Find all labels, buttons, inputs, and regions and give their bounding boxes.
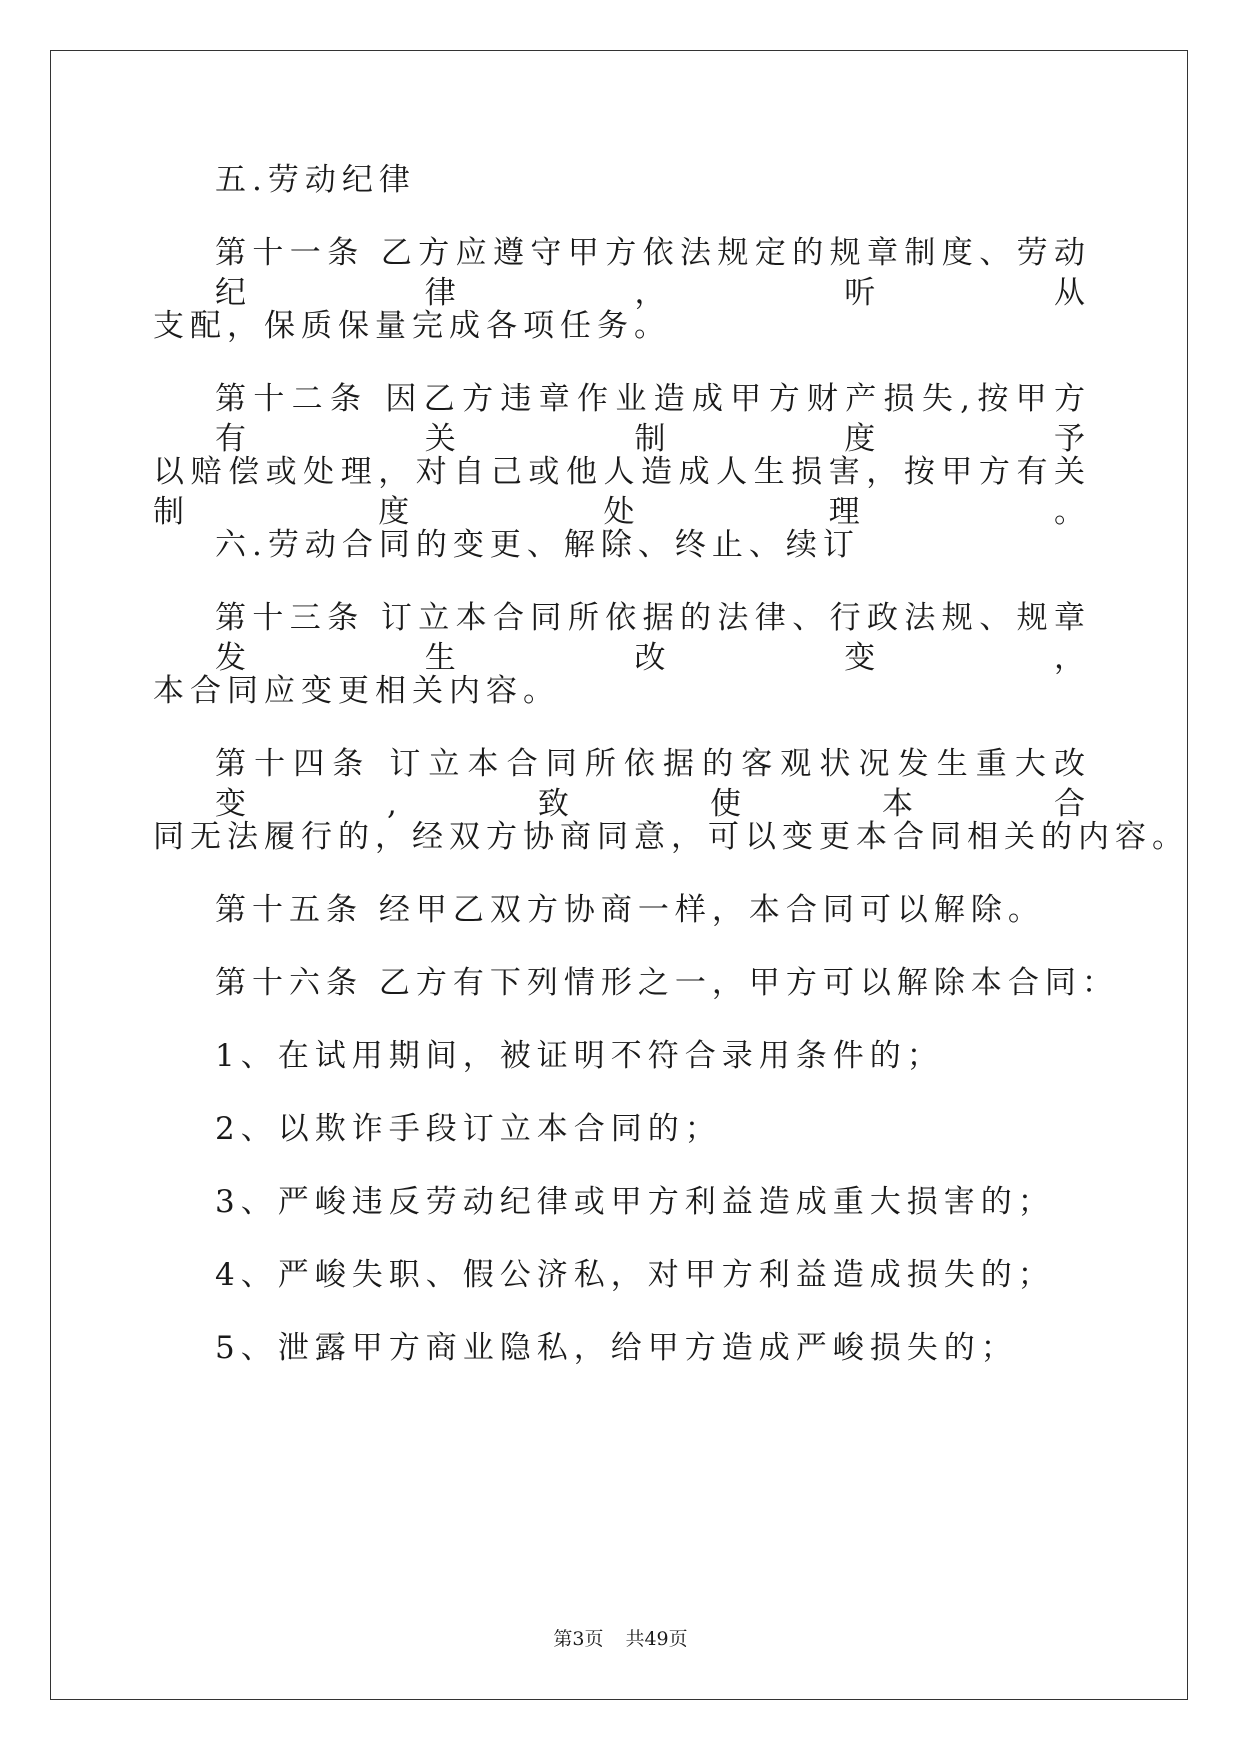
list-item-1: 1、在试用期间，被证明不符合录用条件的； bbox=[215, 1038, 944, 1074]
list-item-5: 5、泄露甲方商业隐私，给甲方造成严峻损失的； bbox=[215, 1330, 1018, 1366]
article-11-line-1: 第十一条 乙方应遵守甲方依法规定的规章制度、劳动纪律，听从 bbox=[215, 235, 1091, 311]
section-heading-6: 六.劳动合同的变更、解除、终止、续订 bbox=[215, 527, 860, 563]
section-heading-5: 五.劳动纪律 bbox=[215, 162, 416, 198]
page-number: 第3页 bbox=[553, 1628, 604, 1650]
article-14-line-2: 同无法履行的，经双方协商同意，可以变更本合同相关的内容。 bbox=[153, 819, 1189, 855]
list-item-2: 2、以欺诈手段订立本合同的； bbox=[215, 1111, 722, 1147]
article-13-line-1: 第十三条 订立本合同所依据的法律、行政法规、规章发生改变， bbox=[215, 600, 1091, 676]
list-item-4: 4、严峻失职、假公济私，对甲方利益造成损失的； bbox=[215, 1257, 1055, 1293]
article-12-line-2: 以赔偿或处理，对自己或他人造成人生损害，按甲方有关制度处理。 bbox=[153, 454, 1091, 530]
article-13-line-2: 本合同应变更相关内容。 bbox=[153, 673, 560, 709]
page-footer bbox=[0, 1624, 1241, 1651]
article-14-line-1: 第十四条 订立本合同所依据的客观状况发生重大改变,致使本合 bbox=[215, 746, 1091, 822]
list-item-3: 3、严峻违反劳动纪律或甲方利益造成重大损害的； bbox=[215, 1184, 1055, 1220]
article-12-line-1: 第十二条 因乙方违章作业造成甲方财产损失,按甲方有关制度予 bbox=[215, 381, 1091, 457]
article-11-line-2: 支配，保质保量完成各项任务。 bbox=[153, 308, 671, 344]
article-16: 第十六条 乙方有下列情形之一，甲方可以解除本合同： bbox=[215, 965, 1119, 1001]
page-total: 共49页 bbox=[625, 1628, 688, 1650]
article-15: 第十五条 经甲乙双方协商一样，本合同可以解除。 bbox=[215, 892, 1045, 928]
